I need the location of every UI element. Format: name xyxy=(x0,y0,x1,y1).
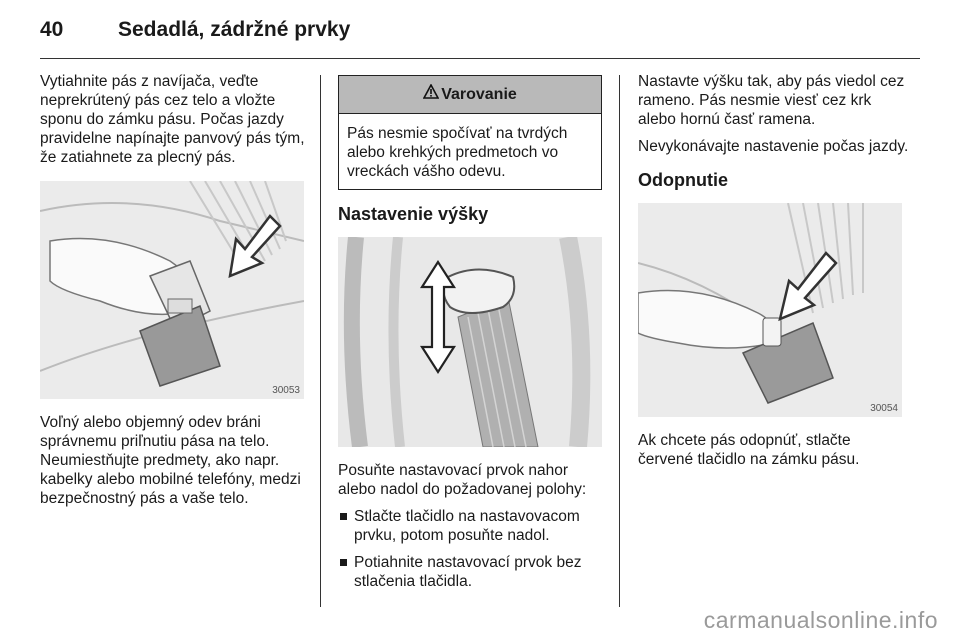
intro-paragraph: Vytiahnite pás z navíjača, veďte neprekrútený pás cez telo a vložte sponu do zámku pásu. Počas jazdy pravidelne napínajte panvový pás tým, že zatiahnete za plecný pás. xyxy=(40,73,305,166)
list-item: Stlačte tlačidlo na nastavovacom prvku, potom posuňte nadol. xyxy=(338,507,602,545)
driving-note-paragraph: Nevykonávajte nastavenie počas jazdy. xyxy=(638,138,909,155)
warning-box xyxy=(338,75,602,190)
column-2 xyxy=(338,72,602,599)
column-divider xyxy=(320,75,321,607)
column-1 xyxy=(40,72,308,516)
warning-triangle-icon xyxy=(423,76,439,113)
list-item: Potiahnite nastavovací prvok bez stlačenia tlačidla. xyxy=(338,553,602,591)
header-rule xyxy=(40,58,920,59)
warning-header xyxy=(339,76,601,114)
watermark-text: carmanualsonline.info xyxy=(703,607,938,633)
height-note-paragraph: Nastavte výšku tak, aby pás viedol cez rameno. Pás nesmie viesť cez krk alebo hornú časť ramena. xyxy=(638,73,905,128)
height-adjuster-illustration xyxy=(338,237,602,447)
clothing-paragraph: Voľný alebo objemný odev bráni správnemu priľnutiu pása na telo. Neumiestňujte predmety, ako napr. kabelky alebo mobilné telefóny, medzi bezpečnostný pás a vaše telo. xyxy=(40,414,301,507)
column-divider xyxy=(619,75,620,607)
warning-title: Varovanie xyxy=(441,86,517,103)
buckle-release-drawing xyxy=(638,203,902,417)
buckle-insert-drawing xyxy=(40,181,304,399)
warning-text: Pás nesmie spočívať na tvrdých alebo krehkých predmetoch vo vreckách vášho odevu. xyxy=(347,125,568,180)
height-adjuster-drawing xyxy=(338,237,602,447)
section-heading-height: Nastavenie výšky xyxy=(338,204,489,224)
release-paragraph: Ak chcete pás odopnúť, stlačte červené tlačidlo na zámku pásu. xyxy=(638,432,860,468)
adjust-paragraph: Posuňte nastavovací prvok nahor alebo nadol do požadovanej polohy: xyxy=(338,462,587,498)
section-heading-release: Odopnutie xyxy=(638,170,728,190)
buckle-release-illustration xyxy=(638,203,902,417)
column-3 xyxy=(638,72,910,477)
figure-number: 30054 xyxy=(870,403,898,414)
figure-number: 30053 xyxy=(272,385,300,396)
buckle-insert-illustration xyxy=(40,181,304,399)
adjust-steps-list xyxy=(338,507,602,591)
page-title: Sedadlá, zádržné prvky xyxy=(118,18,351,41)
page-number: 40 xyxy=(40,18,64,41)
